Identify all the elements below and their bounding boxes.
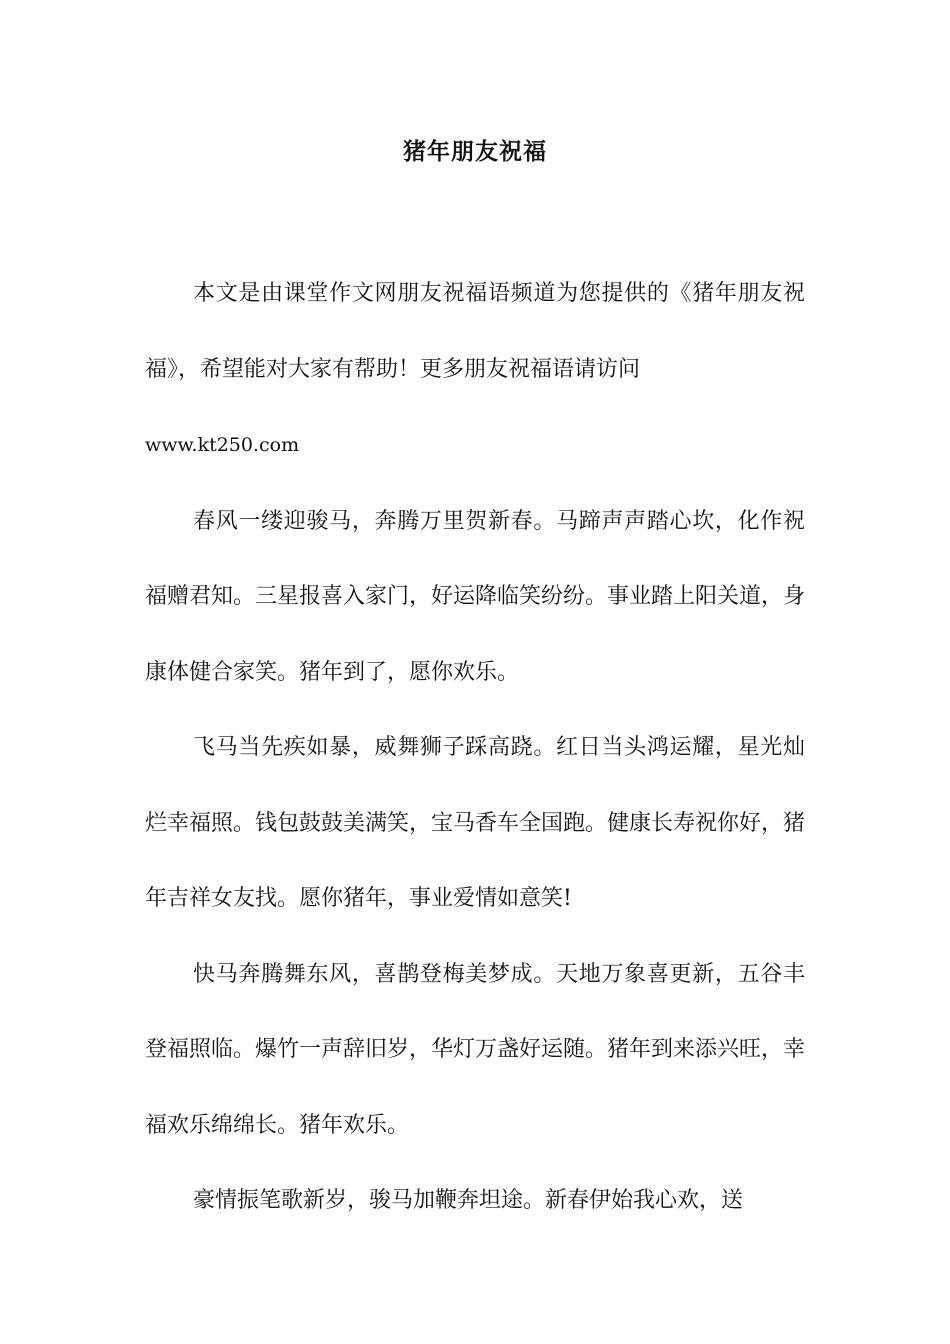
paragraph-4: 豪情振笔歌新岁，骏马加鞭奔坦途。新春伊始我心欢，送 (193, 1188, 744, 1213)
site-url: www.kt250.com (145, 434, 300, 456)
intro-paragraph (145, 256, 805, 484)
intro-text: 本文是由课堂作文网朋友祝福语频道为您提供的《猪年朋友祝福》，希望能对大家有帮助！更多朋友祝福语请访问 (145, 281, 805, 382)
paragraph-3: 快马奔腾舞东风，喜鹊登梅美梦成。天地万象喜更新，五谷丰登福照临。爆竹一声辞旧岁，华灯万盏好运随。猪年到来添兴旺，幸福欢乐绵绵长。猪年欢乐。 (145, 961, 806, 1138)
paragraph-1: 春风一缕迎骏马，奔腾万里贺新春。马蹄声声踏心坎，化作祝福赠君知。三星报喜入家门，好运降临笑纷纷。事业踏上阳关道，身康体健合家笑。猪年到了，愿你欢乐。 (145, 508, 806, 685)
paragraph-2: 飞马当先疾如暴，威舞狮子踩高跷。红日当头鸿运耀，星光灿烂幸福照。钱包鼓鼓美满笑，宝马香车全国跑。健康长寿祝你好，猪年吉祥女友找。愿你猪年，事业爱情如意笑! (145, 735, 806, 911)
document-body (145, 256, 805, 1239)
document-title: 猪年朋友祝福 (403, 138, 547, 165)
